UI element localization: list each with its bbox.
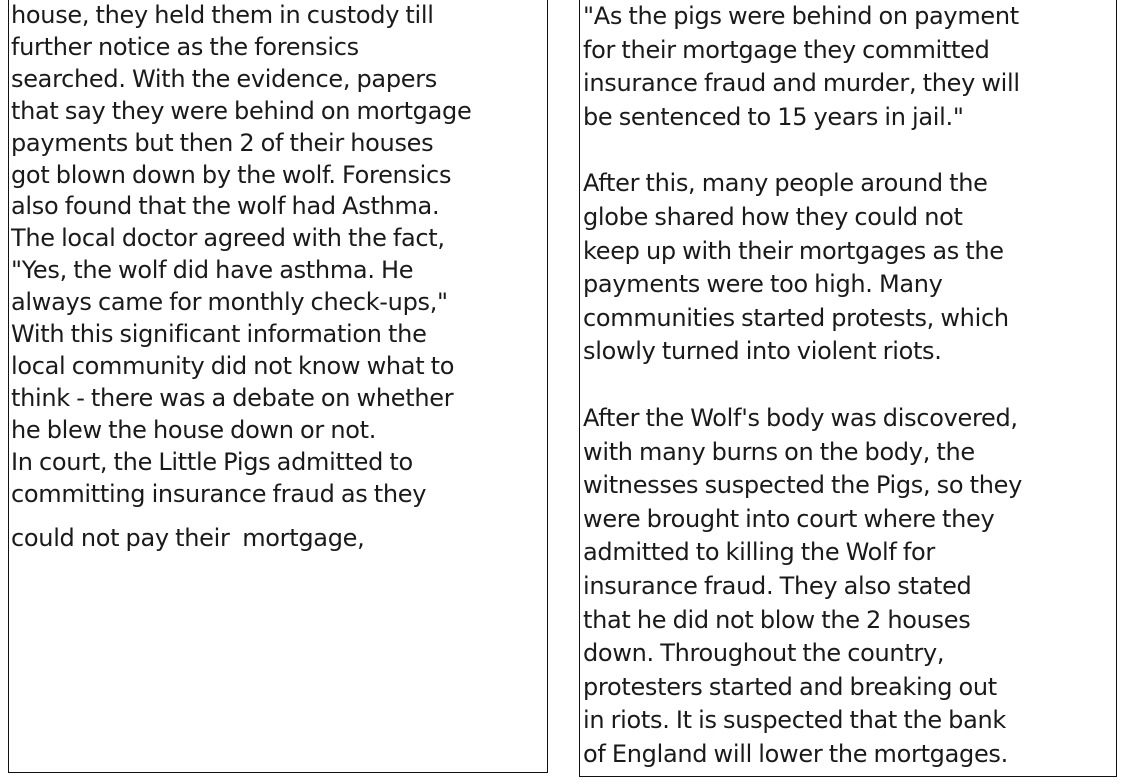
paragraph-protests — [583, 167, 1116, 369]
right-text-line: After the Wolf's body was discovered, — [583, 403, 1018, 432]
left-text-line: that say they were behind on mortgage — [11, 96, 472, 125]
left-text-line: committing insurance fraud as they — [11, 479, 427, 508]
left-text-line: also found that the wolf had Asthma. — [11, 192, 440, 221]
left-text-line: think - there was a debate on whether — [11, 383, 454, 412]
left-text-line: got blown down by the wolf. Forensics — [11, 160, 452, 189]
left-text-line: always came for monthly check-ups," — [11, 288, 448, 317]
left-text-line: further notice as the forensics — [11, 32, 359, 61]
left-text-line: local community did not know what to — [11, 351, 455, 380]
right-text-line: keep up with their mortgages as the — [583, 236, 1004, 265]
right-text-line: globe shared how they could not — [583, 202, 963, 231]
left-text-column — [8, 0, 548, 773]
left-text-line: he blew the house down or not. — [11, 415, 377, 444]
left-text-line: house, they held them in custody till — [11, 1, 434, 29]
right-text-line: that he did not blow the 2 houses — [583, 605, 971, 634]
right-text-line: of England will lower the mortgages. — [583, 739, 1008, 768]
paragraph-gap — [583, 369, 1116, 402]
right-text-line: down. Throughout the country, — [583, 639, 945, 668]
right-text-line: witnesses suspected the Pigs, so they — [583, 471, 1022, 500]
left-text-line: The local doctor agreed with the fact, — [11, 224, 445, 253]
right-text-line: be sentenced to 15 years in jail." — [583, 102, 964, 131]
right-text-line: slowly turned into violent riots. — [583, 337, 942, 366]
paragraph-wolf-body — [583, 402, 1116, 772]
right-text-line: were brought into court where they — [583, 504, 995, 533]
right-text-line: in riots. It is suspected that the bank — [583, 706, 1007, 735]
paragraph-gap — [583, 134, 1116, 167]
right-text-line: payments were too high. Many — [583, 270, 943, 299]
left-text-line: payments but then 2 of their houses — [11, 128, 434, 157]
right-text-line: "As the pigs were behind on payment — [583, 2, 1019, 30]
left-text-line: "Yes, the wolf did have asthma. He — [11, 256, 414, 285]
left-text-line: In court, the Little Pigs admitted to — [11, 447, 413, 476]
right-text-column — [579, 0, 1117, 777]
left-text-line: searched. With the evidence, papers — [11, 64, 437, 93]
right-text-line: admitted to killing the Wolf for — [583, 538, 935, 567]
right-text-line: for their mortgage they committed — [583, 35, 990, 64]
right-text-line: with many burns on the body, the — [583, 437, 975, 466]
left-text-line: could not pay their mortgage, — [11, 523, 365, 552]
right-text-line: insurance fraud. They also stated — [583, 571, 972, 600]
right-text-line: insurance fraud and murder, they will — [583, 69, 1020, 98]
right-text-line: communities started protests, which — [583, 303, 1009, 332]
right-text-line: After this, many people around the — [583, 169, 988, 198]
left-text-line: With this significant information the — [11, 320, 427, 349]
paragraph-sentence-quote — [583, 0, 1116, 134]
right-text-line: protesters started and breaking out — [583, 672, 997, 701]
